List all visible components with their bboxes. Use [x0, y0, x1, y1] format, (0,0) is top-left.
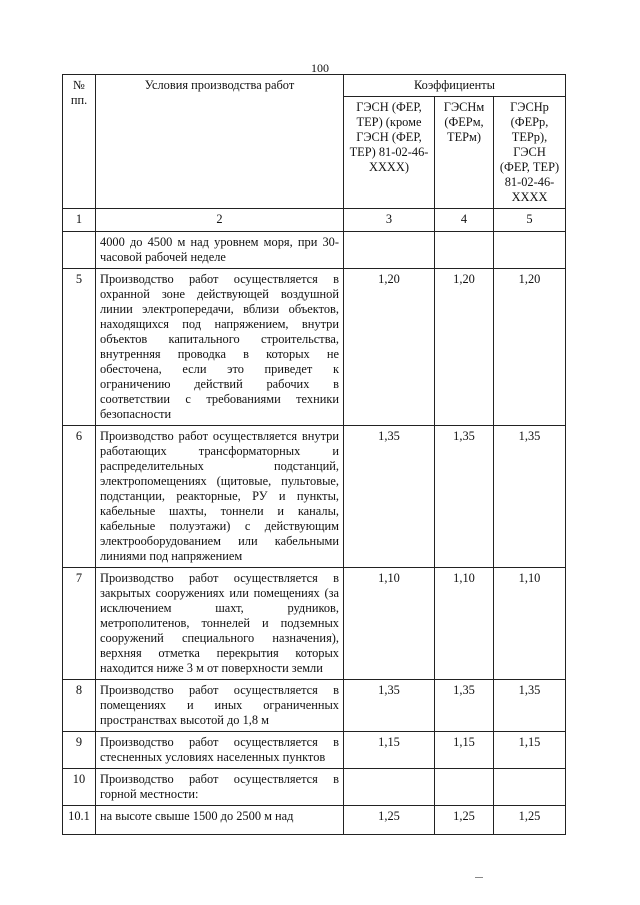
row-coef-c: 1,25: [494, 806, 566, 835]
table-row: [63, 426, 566, 568]
row-condition: Производство работ осуществляется в охранной зоне действующей воздушной линии электропередачи, вблизи объектов, находящихся под напряжением, внутри объектов капитального строительства, внутренняя проводка в которых не обесточена, если это приведет к ограничению действий рабочих в соответствии с требованиями техники безопасности: [96, 269, 344, 426]
row-condition: Производство работ осуществляется в закрытых сооружениях или помещениях (за исключением шахт, рудников, метрополитенов, тоннелей и подземных сооружений специального назначения), верхняя отметка перекрытия которых находится ниже 3 м от поверхности земли: [96, 568, 344, 680]
table-row: [63, 806, 566, 835]
header-coefficients: Коэффициенты: [344, 75, 566, 97]
page-number: 100: [311, 61, 329, 75]
row-coef-b: 1,35: [435, 426, 494, 568]
row-condition: Производство работ осуществляется внутри работающих трансформаторных и распределительных подстанций, электропомещениях (щитовые, пультовые, подстанции, реакторные, РУ и пункты, кабельные шахты, тоннели и каналы, кабельные полуэтажи) с действующим электрооборудованием или кабельными линиями под напряжением: [96, 426, 344, 568]
header-conditions: Условия производства работ: [96, 75, 344, 209]
header-col-b: ГЭСНм (ФЕРм, ТЕРм): [435, 97, 494, 209]
row-coef-b: 1,35: [435, 680, 494, 732]
row-coef-a: 1,10: [344, 568, 435, 680]
row-number: 10.1: [63, 806, 96, 835]
row-condition: Производство работ осуществляется в горной местности:: [96, 769, 344, 806]
scan-mark: [475, 877, 483, 878]
table-row: [63, 232, 566, 269]
row-coef-a: 1,25: [344, 806, 435, 835]
header-num: № пп.: [63, 75, 96, 209]
index-cell: 1: [63, 209, 96, 232]
row-coef-c: [494, 769, 566, 806]
row-coef-b: 1,15: [435, 732, 494, 769]
index-cell: 5: [494, 209, 566, 232]
index-cell: 2: [96, 209, 344, 232]
row-coef-b: [435, 769, 494, 806]
row-coef-a: 1,35: [344, 426, 435, 568]
row-condition: 4000 до 4500 м над уровнем моря, при 30-часовой рабочей неделе: [96, 232, 344, 269]
row-condition: Производство работ осуществляется в стесненных условиях населенных пунктов: [96, 732, 344, 769]
row-coef-b: [435, 232, 494, 269]
table-row: [63, 769, 566, 806]
row-number: 8: [63, 680, 96, 732]
row-coef-a: [344, 232, 435, 269]
row-coef-c: [494, 232, 566, 269]
row-condition: Производство работ осуществляется в помещениях и иных ограниченных пространствах высотой до 1,8 м: [96, 680, 344, 732]
row-coef-c: 1,10: [494, 568, 566, 680]
coefficients-table: [62, 74, 566, 835]
table-row: [63, 269, 566, 426]
row-coef-a: 1,15: [344, 732, 435, 769]
row-coef-c: 1,15: [494, 732, 566, 769]
row-number: 9: [63, 732, 96, 769]
row-number: 7: [63, 568, 96, 680]
row-number: 5: [63, 269, 96, 426]
table-row: [63, 680, 566, 732]
row-number: 10: [63, 769, 96, 806]
table-row: [63, 568, 566, 680]
row-coef-a: 1,20: [344, 269, 435, 426]
row-coef-a: 1,35: [344, 680, 435, 732]
row-coef-c: 1,20: [494, 269, 566, 426]
index-cell: 3: [344, 209, 435, 232]
header-col-a: ГЭСН (ФЕР, ТЕР) (кроме ГЭСН (ФЕР, ТЕР) 81-02-46-XXXX): [344, 97, 435, 209]
table-row: [63, 732, 566, 769]
row-coef-b: 1,25: [435, 806, 494, 835]
row-coef-a: [344, 769, 435, 806]
header-col-c: ГЭСНр (ФЕРр, ТЕРр), ГЭСН (ФЕР, ТЕР) 81-02-46-XXXX: [494, 97, 566, 209]
row-number: [63, 232, 96, 269]
index-row: [63, 209, 566, 232]
table-header-row: [63, 75, 566, 97]
index-cell: 4: [435, 209, 494, 232]
row-coef-c: 1,35: [494, 426, 566, 568]
row-coef-c: 1,35: [494, 680, 566, 732]
row-coef-b: 1,20: [435, 269, 494, 426]
row-number: 6: [63, 426, 96, 568]
row-coef-b: 1,10: [435, 568, 494, 680]
row-condition: на высоте свыше 1500 до 2500 м над: [96, 806, 344, 835]
